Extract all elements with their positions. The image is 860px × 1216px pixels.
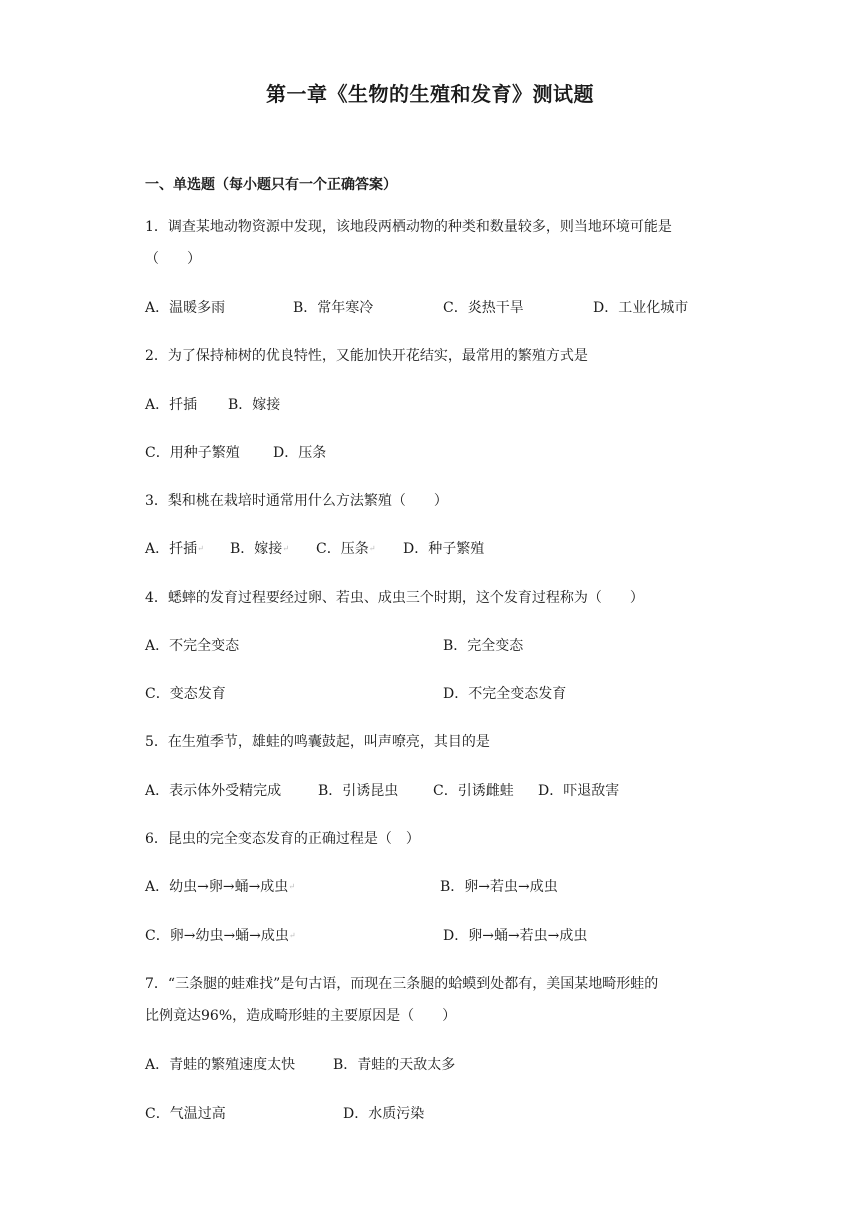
question-6-option-b: B．卵→若虫→成虫 [440, 879, 558, 895]
question-6-text: 6．昆虫的完全变态发育的正确过程是（ ） [145, 831, 420, 847]
document-title: 第一章《生物的生殖和发育》测试题 [266, 82, 594, 106]
question-5-option-c: C．引诱雌蛙 [433, 783, 514, 799]
question-1-option-d: D．工业化城市 [593, 300, 689, 316]
question-7-text-cont: 比例竟达96%，造成畸形蛙的主要原因是（ ） [145, 1008, 457, 1024]
question-1-text: 1．调查某地动物资源中发现，该地段两栖动物的种类和数量较多，则当地环境可能是 [145, 219, 672, 235]
question-3-option-a: A．扦插↵ [145, 541, 204, 557]
question-5-option-a: A．表示体外受精完成 [145, 783, 282, 799]
question-3-option-b: B．嫁接↵ [230, 541, 289, 557]
question-4-text: 4．蟋蟀的发育过程要经过卵、若虫、成虫三个时期，这个发育过程称为（ ） [145, 590, 644, 606]
question-5-option-d: D．吓退敌害 [538, 783, 620, 799]
question-4-option-b: B．完全变态 [443, 638, 524, 654]
question-1-option-a: A．温暖多雨 [145, 300, 226, 316]
question-2-option-c: C．用种子繁殖 [145, 445, 240, 461]
question-5-option-b: B．引诱昆虫 [318, 783, 399, 799]
question-7-text: 7．“三条腿的蛙难找”是句古语，而现在三条腿的蛤蟆到处都有，美国某地畸形蛙的 [145, 976, 659, 992]
question-1-option-b: B．常年寒冷 [293, 300, 374, 316]
question-3-option-c: C．压条↵ [316, 541, 376, 557]
question-6-option-c: C．卵→幼虫→蛹→成虫↵ [145, 928, 296, 944]
question-3-option-d: D．种子繁殖 [403, 541, 485, 557]
question-2-option-b: B．嫁接 [228, 397, 281, 413]
question-7-option-b: B．青蛙的天敌太多 [333, 1057, 456, 1073]
question-2-option-d: D．压条 [273, 445, 327, 461]
question-7-option-d: D．水质污染 [343, 1106, 425, 1122]
question-1-option-c: C．炎热干旱 [443, 300, 524, 316]
question-4-option-d: D．不完全变态发育 [443, 686, 567, 702]
question-3-text: 3．梨和桃在栽培时通常用什么方法繁殖（ ） [145, 493, 448, 509]
question-6-option-a: A．幼虫→卵→蛹→成虫↵ [145, 879, 296, 895]
question-1-text-cont: （ ） [145, 251, 201, 267]
question-4-option-c: C．变态发育 [145, 686, 226, 702]
section-heading: 一、单选题（每小题只有一个正确答案） [145, 177, 397, 193]
question-6-option-d: D．卵→蛹→若虫→成虫 [443, 928, 588, 944]
question-5-text: 5．在生殖季节，雄蛙的鸣囊鼓起，叫声嘹亮，其目的是 [145, 734, 490, 750]
question-7-option-a: A．青蛙的繁殖速度太快 [145, 1057, 296, 1073]
question-4-option-a: A．不完全变态 [145, 638, 240, 654]
question-2-option-a: A．扦插 [145, 397, 198, 413]
question-2-text: 2．为了保持柿树的优良特性，又能加快开花结实，最常用的繁殖方式是 [145, 348, 588, 364]
question-7-option-c: C．气温过高 [145, 1106, 226, 1122]
